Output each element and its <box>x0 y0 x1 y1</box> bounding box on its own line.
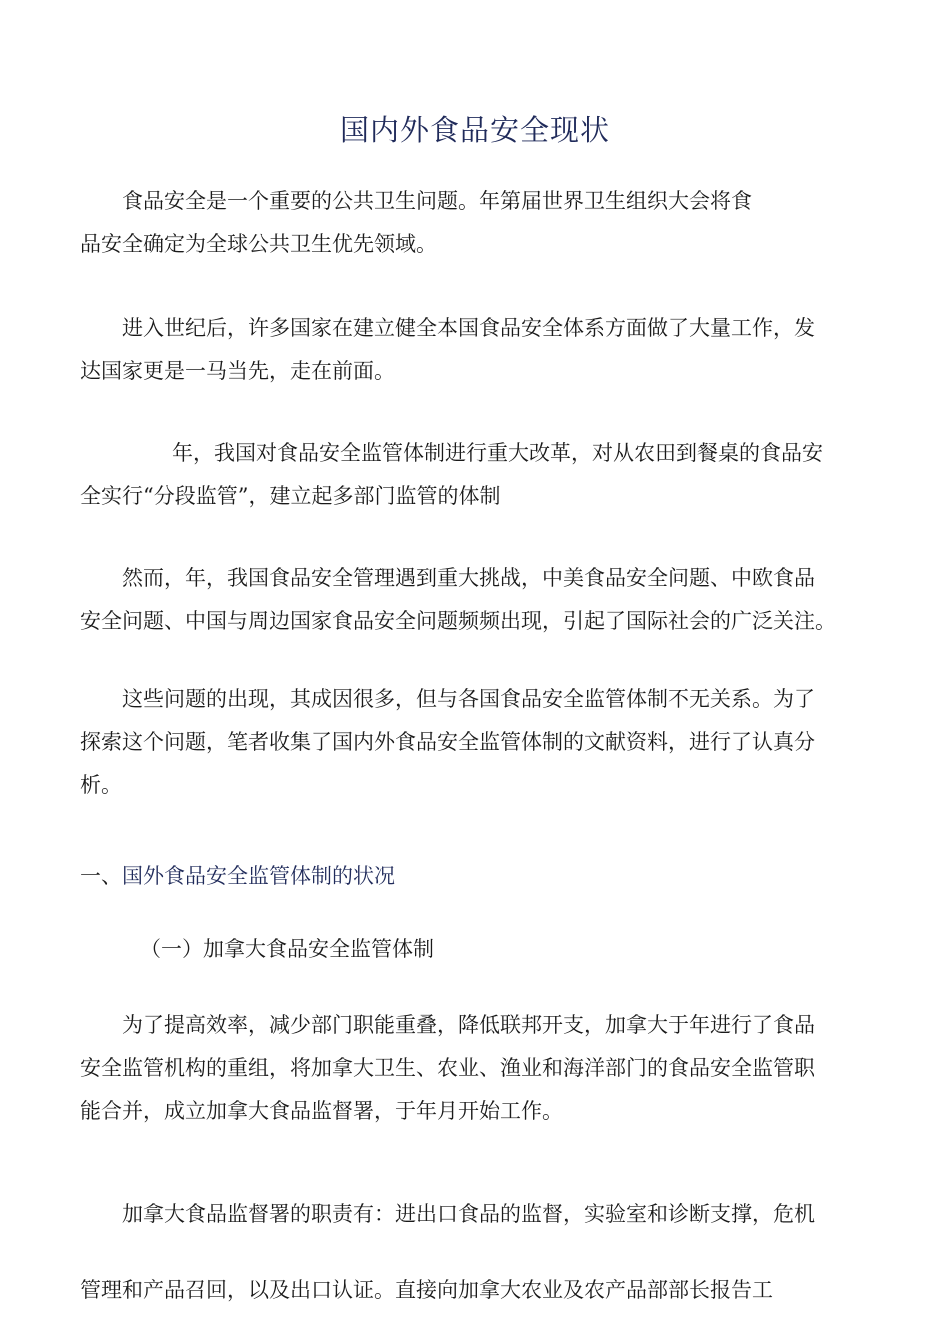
paragraph-line: 然而，年，我国食品安全管理遇到重大挑战，中美食品安全问题、中欧食品 <box>122 566 815 590</box>
paragraph-line: 安全问题、中国与周边国家食品安全问题频频出现，引起了国际社会的广泛关注。 <box>80 609 836 633</box>
paragraph-line: 达国家更是一马当先，走在前面。 <box>80 359 395 383</box>
paragraph-line: 这些问题的出现，其成因很多，但与各国食品安全监管体制不无关系。为了 <box>122 687 815 711</box>
paragraph-line: 品安全确定为全球公共卫生优先领域。 <box>80 232 437 256</box>
paragraph-line: 加拿大食品监督署的职责有：进出口食品的监督，实验室和诊断支撑，危机 <box>122 1202 815 1226</box>
paragraph-line: 安全监管机构的重组，将加拿大卫生、农业、渔业和海洋部门的食品安全监管职 <box>80 1056 815 1080</box>
paragraph-4 <box>80 557 870 643</box>
paragraph-line: 为了提高效率，减少部门职能重叠，降低联邦开支，加拿大于年进行了食品 <box>122 1013 815 1037</box>
section-number: 一、 <box>80 864 122 888</box>
paragraph-7 <box>80 1176 870 1328</box>
paragraph-3 <box>80 432 870 518</box>
paragraph-1 <box>80 180 870 266</box>
document-title: 国内外食品安全现状 <box>339 113 610 147</box>
section-title: 国外食品安全监管体制的状况 <box>122 864 395 888</box>
paragraph-line: 能合并，成立加拿大食品监督署，于年月开始工作。 <box>80 1099 563 1123</box>
subsection-heading: （一）加拿大食品安全监管体制 <box>140 937 434 961</box>
paragraph-line: 全实行“分段监管”，建立起多部门监管的体制 <box>80 484 501 508</box>
paragraph-line: 析。 <box>80 773 122 797</box>
paragraph-2 <box>80 307 870 393</box>
paragraph-line: 探索这个问题，笔者收集了国内外食品安全监管体制的文献资料，进行了认真分 <box>80 730 815 754</box>
paragraph-6 <box>80 1004 870 1133</box>
paragraph-line: 管理和产品召回，以及出口认证。直接向加拿大农业及农产品部部长报告工 <box>80 1278 773 1302</box>
paragraph-line: 食品安全是一个重要的公共卫生问题。年第届世界卫生组织大会将食 <box>122 189 752 213</box>
paragraph-line: 年，我国对食品安全监管体制进行重大改革，对从农田到餐桌的食品安 <box>172 441 823 465</box>
section-heading <box>80 855 395 898</box>
paragraph-5 <box>80 678 870 807</box>
paragraph-line: 进入世纪后，许多国家在建立健全本国食品安全体系方面做了大量工作，发 <box>122 316 815 340</box>
